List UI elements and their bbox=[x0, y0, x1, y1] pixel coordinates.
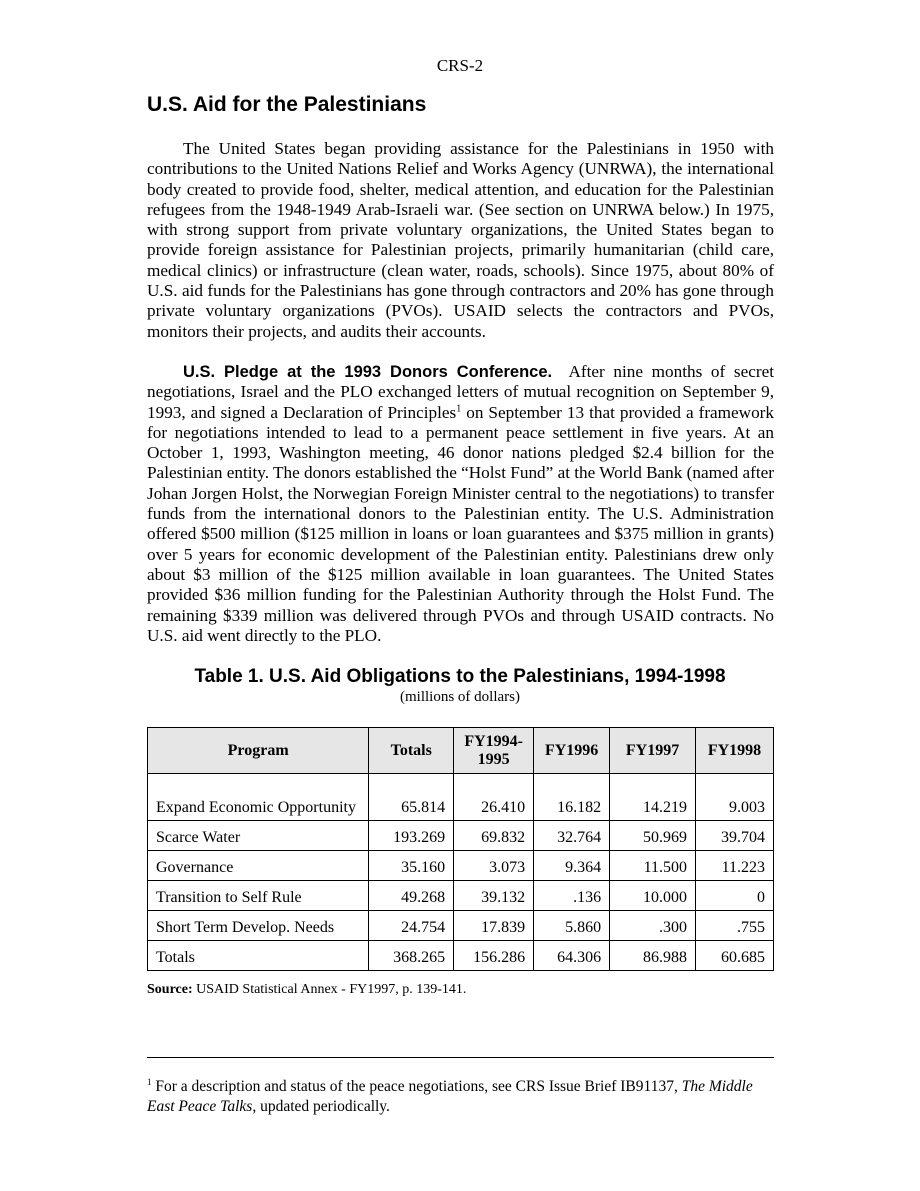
footnote-marker: 1 bbox=[147, 1076, 152, 1087]
table-cell: 156.286 bbox=[454, 941, 534, 971]
table-cell: 3.073 bbox=[454, 851, 534, 881]
table-cell-program: Totals bbox=[148, 941, 369, 971]
table-cell: 24.754 bbox=[369, 911, 454, 941]
table-cell: 39.132 bbox=[454, 881, 534, 911]
page-number: CRS-2 bbox=[436, 56, 484, 75]
footnote bbox=[147, 1077, 774, 1117]
header-totals: Totals bbox=[369, 728, 454, 774]
header-fy1994-1995 bbox=[454, 728, 534, 774]
table-cell: 60.685 bbox=[696, 941, 774, 971]
table-cell: 193.269 bbox=[369, 821, 454, 851]
table-cell: .755 bbox=[696, 911, 774, 941]
table-row bbox=[148, 911, 774, 941]
table-cell: 32.764 bbox=[534, 821, 610, 851]
table-cell: 64.306 bbox=[534, 941, 610, 971]
table-cell: 49.268 bbox=[369, 881, 454, 911]
table-cell: 39.704 bbox=[696, 821, 774, 851]
aid-obligations-table bbox=[147, 727, 774, 971]
table-cell: 35.160 bbox=[369, 851, 454, 881]
table-cell: 11.500 bbox=[610, 851, 696, 881]
footnote-reference[interactable]: 1 bbox=[456, 402, 462, 414]
intro-paragraph bbox=[147, 139, 774, 342]
table-title: Table 1. U.S. Aid Obligations to the Palestinians, 1994-1998 bbox=[194, 666, 726, 687]
table-cell: 0 bbox=[696, 881, 774, 911]
table-source bbox=[147, 982, 466, 998]
table-cell: 368.265 bbox=[369, 941, 454, 971]
table-cell: 10.000 bbox=[610, 881, 696, 911]
table-row bbox=[148, 851, 774, 881]
table-cell: 11.223 bbox=[696, 851, 774, 881]
table-cell-program: Scarce Water bbox=[148, 821, 369, 851]
pledge-paragraph-text-a: After nine months of secret negotiations, Israel and the PLO exchanged letters of mutual recognition on September 9, 1993, and signed a Declaration of Principles bbox=[147, 362, 774, 422]
table-row-totals bbox=[148, 941, 774, 971]
pledge-paragraph-heading: U.S. Pledge at the 1993 Donors Conference. bbox=[183, 363, 553, 381]
table-cell: 50.969 bbox=[610, 821, 696, 851]
table-cell-program: Short Term Develop. Needs bbox=[148, 911, 369, 941]
header-fy1997: FY1997 bbox=[610, 728, 696, 774]
header-fy1994-1995-text: FY1994- 1995 bbox=[464, 732, 523, 768]
table-cell-program: Governance bbox=[148, 851, 369, 881]
table-row bbox=[148, 881, 774, 911]
pledge-paragraph bbox=[147, 362, 774, 646]
intro-paragraph-text: The United States began providing assistance for the Palestinians in 1950 with contributions to the United Nations Relief and Works Agency (UNRWA), the international body created to provide food, shelter, medical attention, and education for the Palestinian refugees from the 1948-1949 Arab-Israeli war. (See section on UNRWA below.) In 1975, with strong support from private voluntary organizations, the United States began to provide foreign assistance for Palestinian projects, primarily humanitarian (child care, medical clinics) or infrastructure (clean water, roads, schools). Since 1975, about 80% of U.S. aid funds for the Palestinians has gone through contractors and 20% has gone through private voluntary organizations (PVOs). USAID selects the contractors and PVOs, monitors their projects, and audits their accounts. bbox=[147, 139, 774, 341]
table-cell: 9.364 bbox=[534, 851, 610, 881]
table-cell: 65.814 bbox=[369, 774, 454, 821]
footnote-divider bbox=[147, 1057, 774, 1058]
table-cell: 5.860 bbox=[534, 911, 610, 941]
table-row bbox=[148, 774, 774, 821]
footnote-text-a: For a description and status of the peace negotiations, see CRS Issue Brief IB91137, bbox=[151, 1078, 682, 1095]
table-cell-program: Transition to Self Rule bbox=[148, 881, 369, 911]
table-cell: .300 bbox=[610, 911, 696, 941]
footnote-text-b: , updated periodically. bbox=[252, 1098, 390, 1115]
footnote-cited-title: The Middle East Peace Talks bbox=[147, 1078, 753, 1115]
table-cell: 14.219 bbox=[610, 774, 696, 821]
table-row bbox=[148, 821, 774, 851]
table-header-row bbox=[148, 728, 774, 774]
pledge-paragraph-text-b: on September 13 that provided a framework for negotiations intended to lead to a permanent peace settlement in five years. At an October 1, 1993, Washington meeting, 46 donor nations pledged $2.4 billion for the Palestinian entity. The donors established the “Holst Fund” at the World Bank (named after Johan Jorgen Holst, the Norwegian Foreign Minister central to the negotiations) to transfer funds from the international donors to the Palestinian entity. The U.S. Administration offered $500 million ($125 million in loans or loan guarantees and $375 million in grants) over 5 years for economic development of the Palestinian entity. Palestinians drew only about $3 million of the $125 million available in loan guarantees. The United States provided $36 million funding for the Palestinian Authority through the Holst Fund. The remaining $339 million was delivered through PVOs and through USAID contracts. No U.S. aid went directly to the PLO. bbox=[147, 402, 774, 645]
table-cell: 17.839 bbox=[454, 911, 534, 941]
table-cell-program: Expand Economic Opportunity bbox=[148, 774, 369, 821]
table-subtitle: (millions of dollars) bbox=[400, 689, 520, 705]
table-cell: 16.182 bbox=[534, 774, 610, 821]
table-cell: 86.988 bbox=[610, 941, 696, 971]
table-cell: 69.832 bbox=[454, 821, 534, 851]
header-program: Program bbox=[148, 728, 369, 774]
header-fy1998: FY1998 bbox=[696, 728, 774, 774]
table-cell: 9.003 bbox=[696, 774, 774, 821]
table-cell: .136 bbox=[534, 881, 610, 911]
table-cell: 26.410 bbox=[454, 774, 534, 821]
header-fy1996: FY1996 bbox=[534, 728, 610, 774]
source-text: USAID Statistical Annex - FY1997, p. 139-141. bbox=[192, 982, 467, 997]
section-title: U.S. Aid for the Palestinians bbox=[147, 93, 427, 116]
source-label: Source: bbox=[147, 982, 193, 997]
